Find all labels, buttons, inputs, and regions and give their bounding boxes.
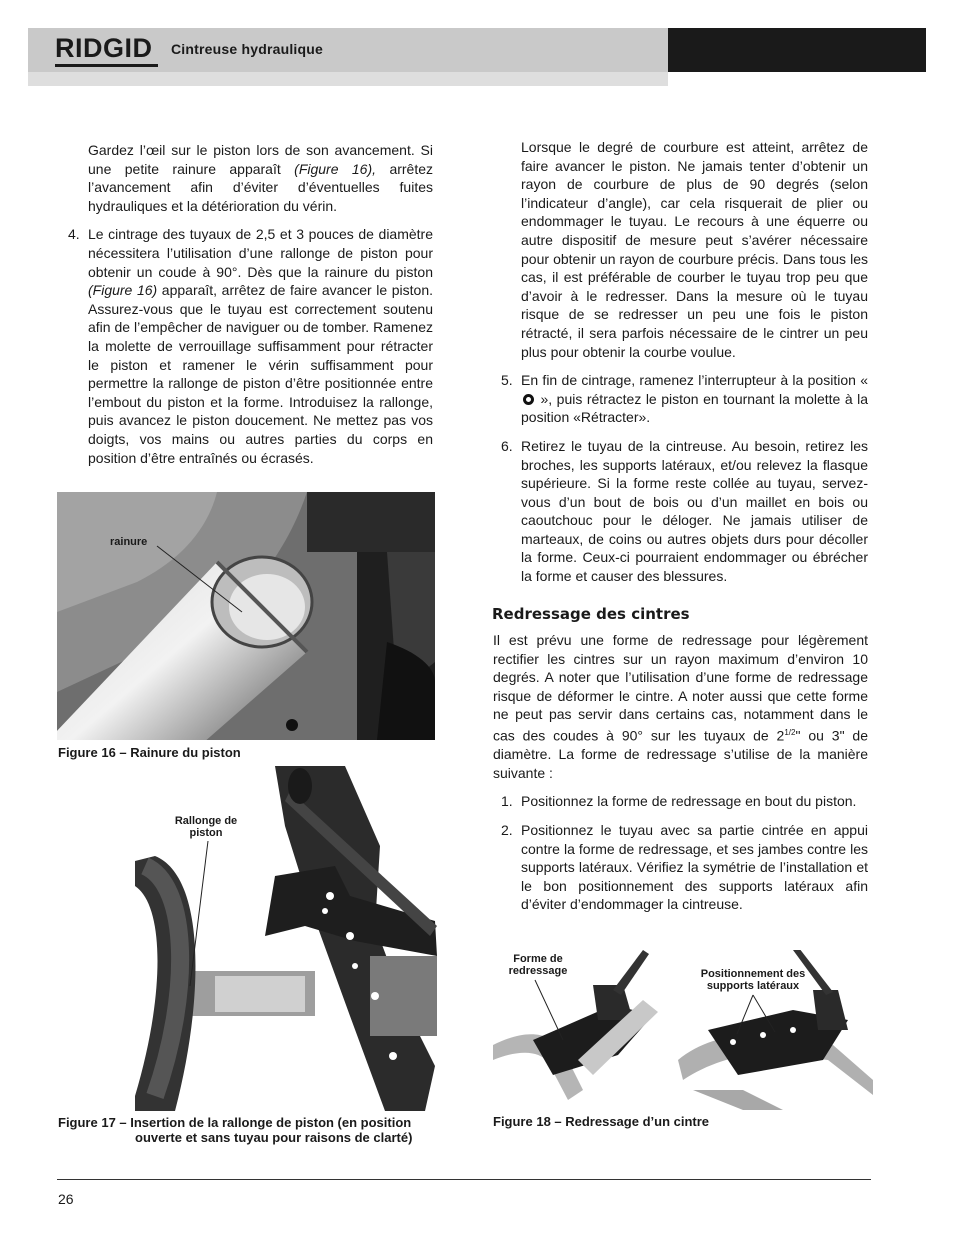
- list-item-6: 6. Retirez le tuyau de la cintreuse. Au besoin, retirez les broches, les supports latéraux, et/ou relevez la flasque supérieure. Si la forme reste collée au tuyau, servez-vous d’un bout de bois ou d’un maillet en bois ou caoutchouc pour le déloger. Ne jamais utiliser de marteaux, de coins ou autres objets durs pour décoller la forme. Ceux-ci pourraient endommager ou ébrécher la forme et causer des blessures.: [501, 437, 868, 585]
- figure-16-caption: Figure 16 – Rainure du piston: [58, 745, 241, 760]
- section-title: Redressage des cintres: [492, 605, 690, 623]
- logo-underline: [55, 64, 158, 67]
- step-1: 1. Positionnez la forme de redressage en bout du piston.: [501, 793, 857, 810]
- header-black-block: [668, 28, 926, 72]
- continuation-paragraph: Lorsque le degré de courbure est atteint, arrêtez de faire avancer le piston. Ne jamais tenter d’obtenir un rayon de courbure de plus de 90 degrés (selon l’indicateur d’angle), car cela risquerait de plier ou endommager le tuyau. Le recours à une équerre ou autre dispositif de mesure peut s’avérer nécessaire pour obtenir un rayon de courbure précis. Dans tous les cas, il est préférable de courber le tuyau trop peu que d’avoir à le redresser. Dans la mesure où le tuyau risque de se redresser un peu une fois le piston rétracté, il sera parfois nécessaire de le cintrer un peu plus pour obtenir la courbe voulue.: [521, 139, 868, 360]
- footer-rule: [57, 1179, 871, 1180]
- step-number: 2.: [501, 822, 513, 838]
- figure-18-callout-left: Forme de redressage: [508, 953, 568, 977]
- step-2: 2. Positionnez le tuyau avec sa partie cintrée en appui contre la forme de redressage, et ses jambes contre les supports latéraux. Vérifiez la symétrie de l’installation et le bon positionnement des supports latéraux afin d’éviter d’endommager la cintreuse.: [501, 822, 868, 913]
- header-shadow: [28, 72, 668, 86]
- section-body: [493, 631, 868, 914]
- figure-17-callout: Rallonge de piston: [174, 815, 238, 839]
- figure-16-photo: [57, 492, 435, 740]
- figure-18-callout-right: Positionnement des supports latéraux: [700, 968, 806, 992]
- item-number: 6.: [501, 437, 513, 454]
- step-number: 1.: [501, 793, 513, 810]
- page-number: 26: [58, 1191, 74, 1207]
- right-column: [501, 138, 868, 586]
- list-item-5: 5. En fin de cintrage, ramenez l’interrupteur à la position « », puis rétractez le piston en tournant la molette à la position «Rétracter».: [501, 372, 868, 426]
- figure-16-callout: rainure: [110, 536, 148, 548]
- figure-17-caption-line-2: ouverte et sans tuyau pour raisons de clarté): [135, 1130, 413, 1145]
- intro-paragraph: Gardez l’œil sur le piston lors de son avancement. Si une petite rainure apparaît (Figure 16), arrêtez l’avancement afin d’éviter d’éventuelles fuites hydrauliques et la détérioration du vérin.: [88, 142, 434, 214]
- item-number: 5.: [501, 372, 513, 389]
- list-item-4: 4. Le cintrage des tuyaux de 2,5 et 3 pouces de diamètre nécessitera l’utilisation d’une rallonge de piston pour obtenir un coude à 90°. Dès que la rainure du piston (Figure 16) apparaît, arrêtez de faire avancer le piston. Assurez-vous que le tuyau est correctement soutenu afin de l’empêcher de naviguer ou de tomber. Ramenez la molette de verrouillage suffisamment pour rétracter le piston et ramener le vérin suffisamment pour permettre la rallonge de piston d’être positionnée entre l’embout du piston et la forme. Introduisez la rallonge, puis avancez le piston doucement. Ne mettez pas vos doigts, vos mains ou autres parties du corps en position d’être entraînés ou écrasés.: [68, 226, 434, 466]
- ridgid-logo: RIDGID: [55, 33, 153, 63]
- off-position-icon: [523, 394, 534, 405]
- item-number: 4.: [68, 226, 80, 243]
- section-paragraph: Il est prévu une forme de redressage pour légèrement rectifier les cintres sur un rayon maximum d’environ 10 degrés. A noter que l’utilisation d’une forme de redressage risque de déformer le cintre. A noter aussi que cette forme ne peut pas servir dans certains cas, notamment dans le cas des coudes à 90° sur les tuyaux de $2^{1/2}$" ou 3" de diamètre. La forme de redressage s’utilise de la manière suivante :: [493, 632, 868, 781]
- figure-18-caption: Figure 18 – Redressage d’un cintre: [493, 1114, 710, 1129]
- figure-17-caption-line-1: Figure 17 – Insertion de la rallonge de piston (en position: [58, 1115, 412, 1130]
- header-title: Cintreuse hydraulique: [171, 41, 324, 57]
- left-column: [68, 141, 434, 467]
